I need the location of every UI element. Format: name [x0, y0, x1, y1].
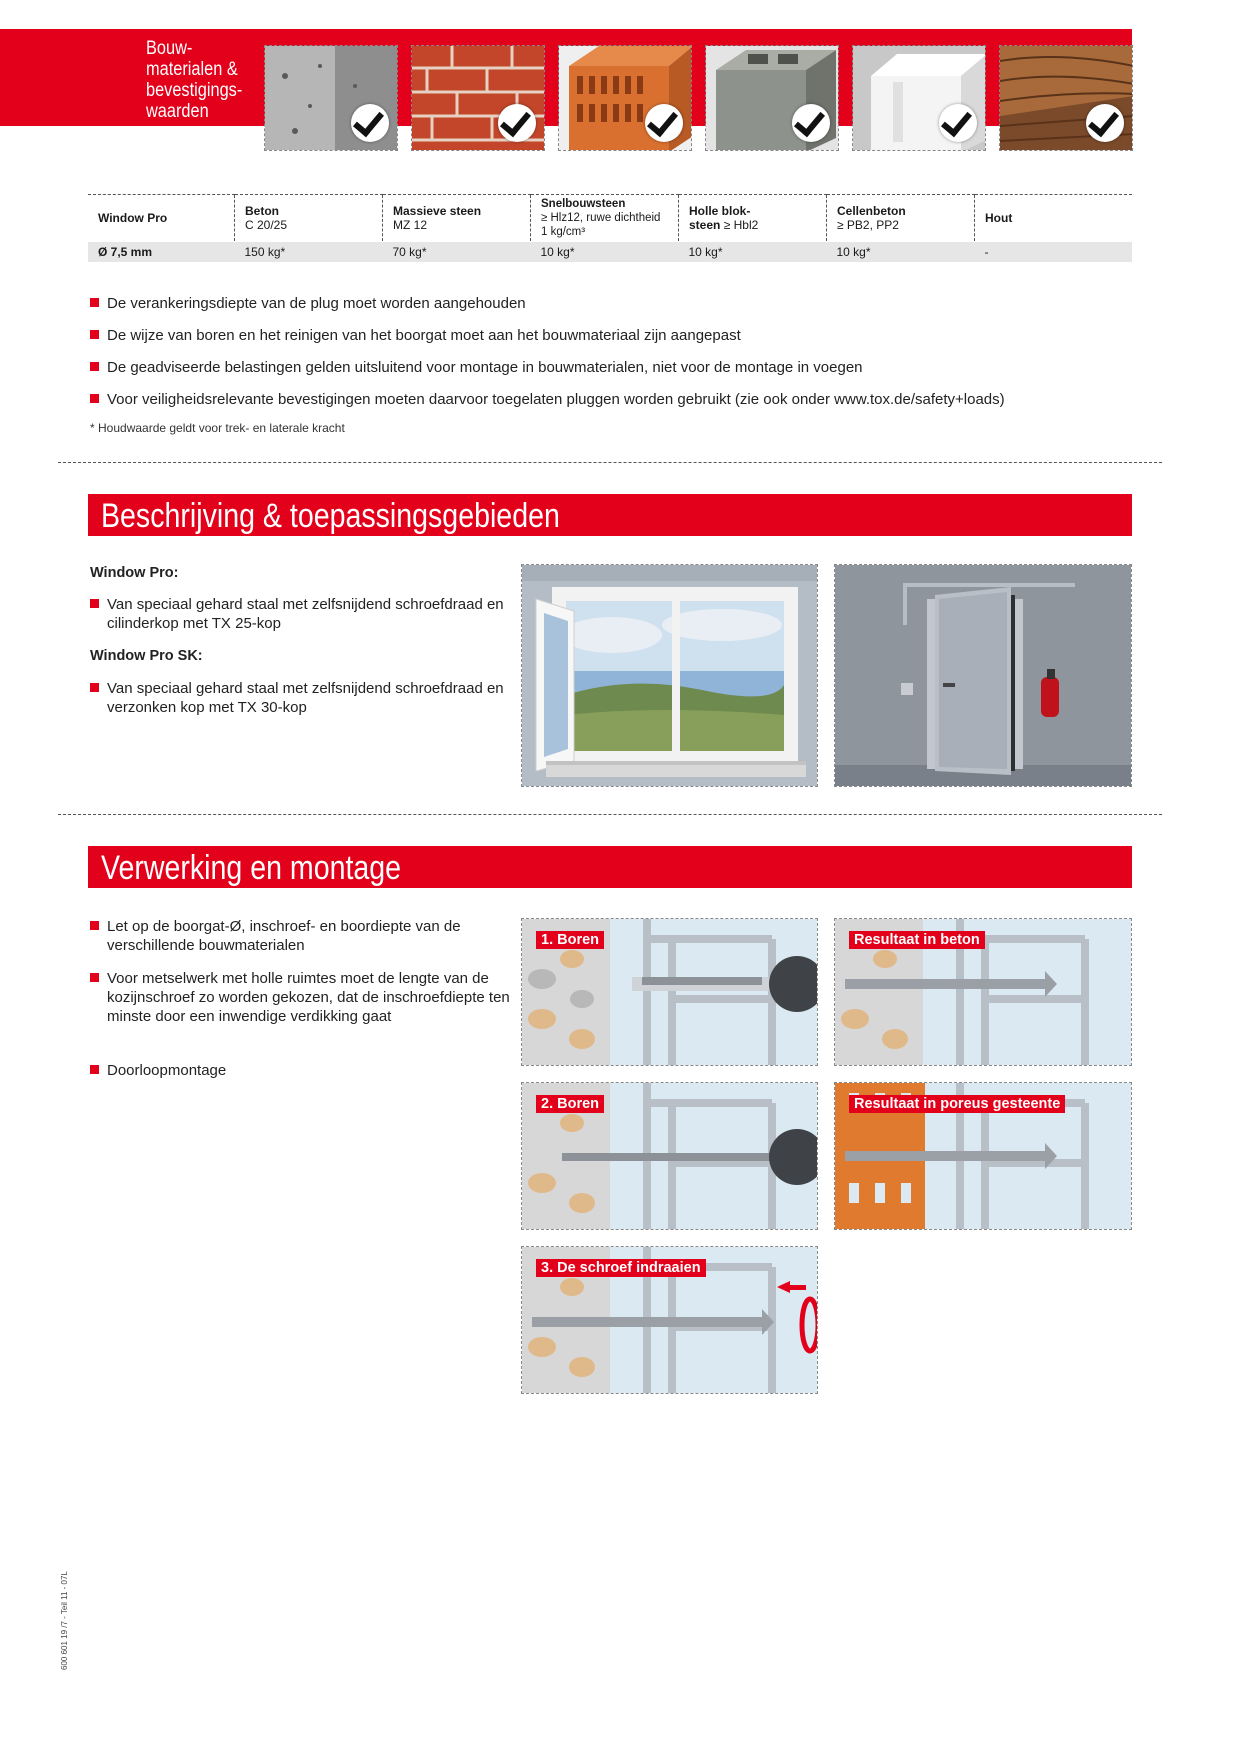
window-application-image	[521, 564, 818, 787]
column-header-snelbouwsteen: Snelbouwsteen ≥ Hlz12, ruwe dichtheid 1 kg/cm³	[531, 195, 679, 242]
column-header-massieve-steen: Massieve steen MZ 12	[383, 195, 531, 242]
table-row-label-header: Window Pro	[88, 195, 235, 242]
note-bullet: De wijze van boren en het reinigen van het boorgat moet aan het bouwmateriaal zijn aangepast	[90, 326, 741, 345]
bullet-square-icon	[90, 599, 99, 608]
bullet-square-icon	[90, 394, 99, 403]
product-description: Van speciaal gehard staal met zelfsnijdend schroefdraad en cilinderkop met TX 25-kop	[90, 595, 527, 633]
header-title: Bouw- materialen & bevestigings- waarden	[146, 38, 243, 122]
material-beton-image	[264, 45, 398, 151]
step-label: Resultaat in beton	[849, 931, 985, 949]
product-description: Van speciaal gehard staal met zelfsnijdend schroefdraad en verzonken kop met TX 30-kop	[90, 679, 527, 717]
table-cell: 150 kg*	[235, 242, 383, 263]
bullet-square-icon	[90, 298, 99, 307]
step-panel-drill-2	[521, 1082, 818, 1230]
product-heading: Window Pro SK:	[90, 648, 203, 664]
bullet-square-icon	[90, 973, 99, 982]
document-code: 600 601 19 /7 - Teil 11 - 07L	[60, 1571, 69, 1670]
bullet-square-icon	[90, 683, 99, 692]
table-cell: 10 kg*	[679, 242, 827, 263]
processing-bullet: Doorloopmontage	[90, 1061, 512, 1080]
step-panel-result-beton	[834, 918, 1132, 1066]
product-heading: Window Pro:	[90, 565, 179, 581]
column-header-cellenbeton: Cellenbeton ≥ PB2, PP2	[827, 195, 975, 242]
table-cell-label: Ø 7,5 mm	[88, 242, 235, 263]
step-label: 3. De schroef indraaien	[536, 1259, 706, 1277]
table-header-row	[88, 195, 1132, 242]
check-icon	[645, 104, 683, 142]
section-title: Verwerking en montage	[101, 849, 402, 887]
section-header-processing	[88, 846, 1132, 888]
material-hout-image	[999, 45, 1133, 151]
bullet-square-icon	[90, 362, 99, 371]
material-massieve-steen-image	[411, 45, 545, 151]
step-panel-drill-1	[521, 918, 818, 1066]
divider	[58, 814, 1162, 815]
table-cell: 70 kg*	[383, 242, 531, 263]
step-panel-screw-in	[521, 1246, 818, 1394]
column-header-hout: Hout	[975, 195, 1133, 242]
processing-bullet: Let op de boorgat-Ø, inschroef- en boordiepte van de verschillende bouwmaterialen	[90, 917, 512, 955]
table-cell: -	[975, 242, 1133, 263]
material-snelbouwsteen-image	[558, 45, 692, 151]
table-cell: 10 kg*	[531, 242, 679, 263]
step-label: 2. Boren	[536, 1095, 604, 1113]
processing-bullet: Voor metselwerk met holle ruimtes moet de lengte van de kozijnschroef zo worden gekozen, dat de inschroefdiepte ten minste door een inwendige verdikking gaat	[90, 969, 512, 1026]
step-label: 1. Boren	[536, 931, 604, 949]
check-icon	[939, 104, 977, 142]
check-icon	[351, 104, 389, 142]
bullet-square-icon	[90, 1065, 99, 1074]
step-panel-result-poreus	[834, 1082, 1132, 1230]
note-bullet: De verankeringsdiepte van de plug moet worden aangehouden	[90, 294, 526, 313]
check-icon	[498, 104, 536, 142]
note-bullet: De geadviseerde belastingen gelden uitsluitend voor montage in bouwmaterialen, niet voor de montage in voegen	[90, 358, 863, 377]
material-holle-blok-image	[705, 45, 839, 151]
door-application-image	[834, 564, 1132, 787]
table-row	[88, 242, 1132, 263]
load-values-table	[88, 194, 1132, 262]
step-label: Resultaat in poreus gesteente	[849, 1095, 1065, 1113]
column-header-beton: Beton C 20/25	[235, 195, 383, 242]
column-header-holle-blok: Holle blok- steen ≥ Hbl2	[679, 195, 827, 242]
note-bullet: Voor veiligheidsrelevante bevestigingen moeten daarvoor toegelaten pluggen worden gebruikt (zie ook onder www.tox.de/safety+loads)	[90, 390, 1005, 409]
bullet-square-icon	[90, 330, 99, 339]
divider	[58, 462, 1162, 463]
section-title: Beschrijving & toepassingsgebieden	[101, 497, 560, 535]
table-cell: 10 kg*	[827, 242, 975, 263]
check-icon	[792, 104, 830, 142]
footnote: * Houdwaarde geldt voor trek- en laterale kracht	[90, 421, 345, 435]
material-cellenbeton-image	[852, 45, 986, 151]
section-header-description	[88, 494, 1132, 536]
check-icon	[1086, 104, 1124, 142]
bullet-square-icon	[90, 921, 99, 930]
